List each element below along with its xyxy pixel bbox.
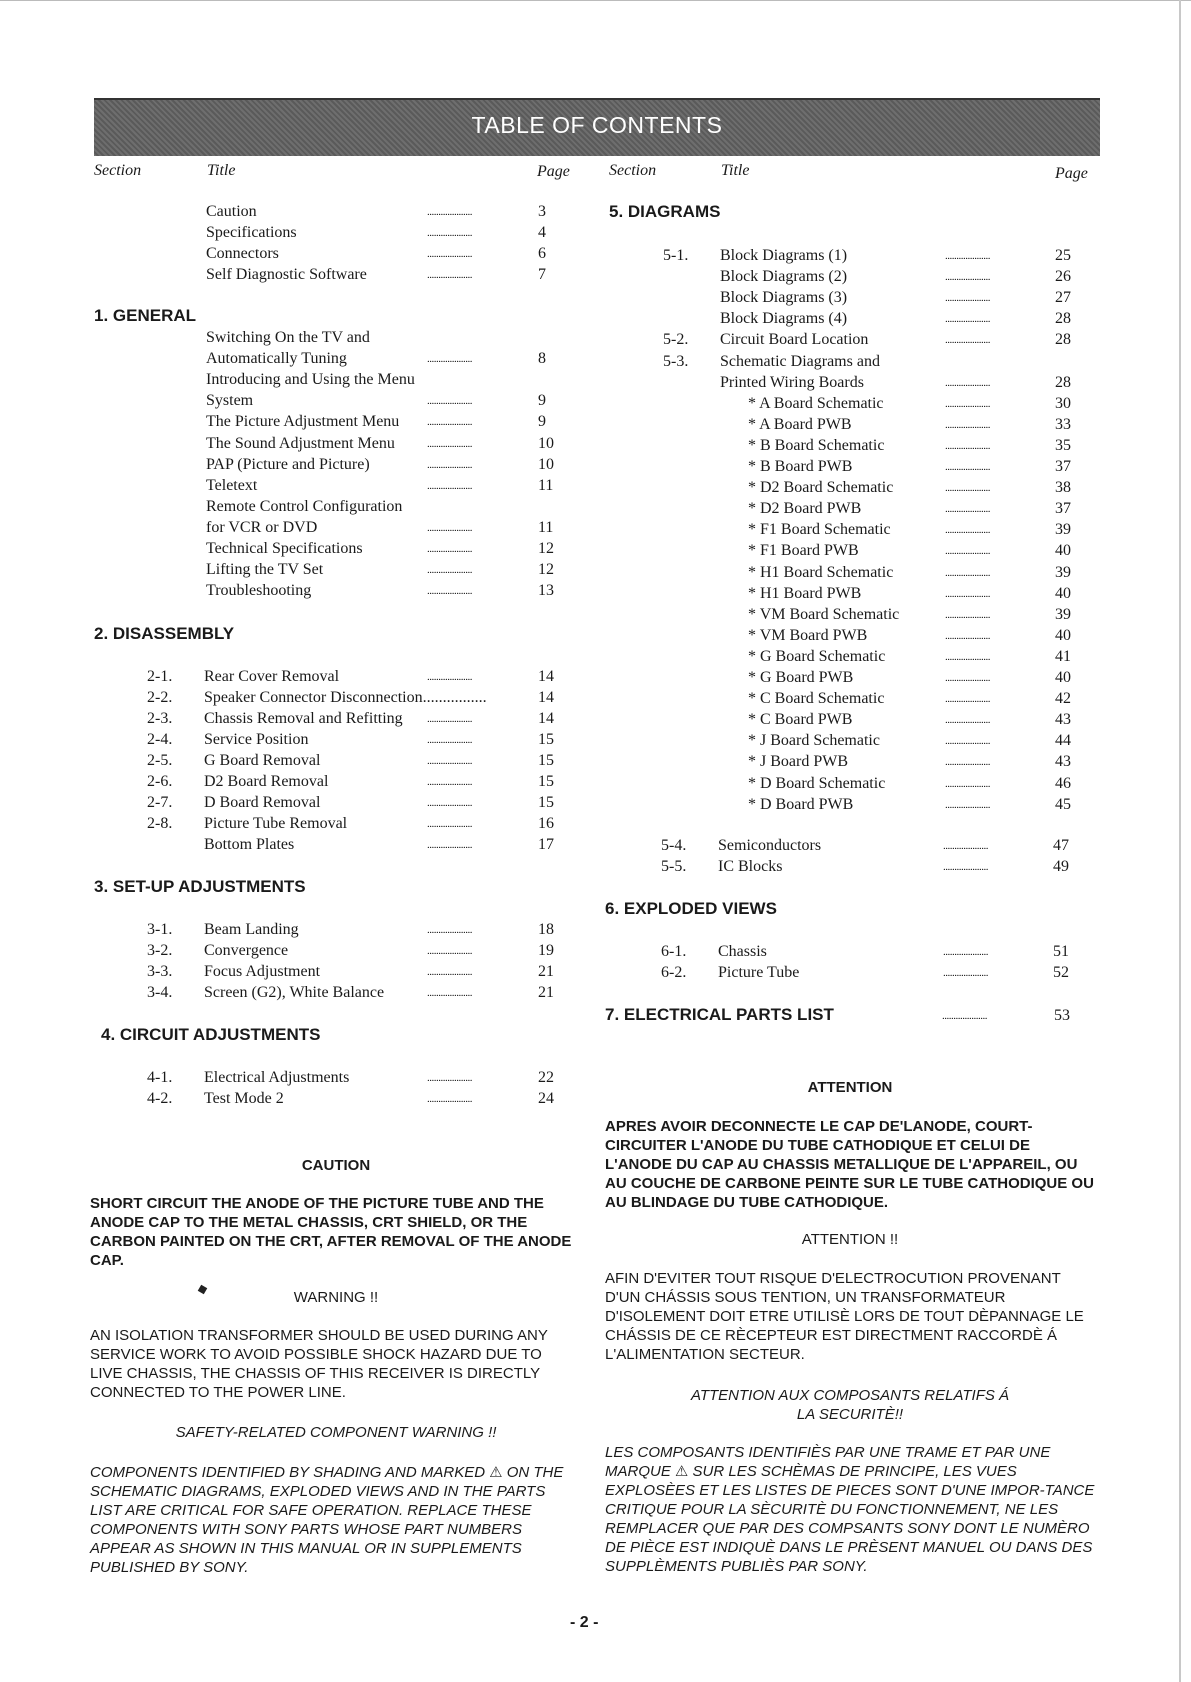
toc-entry: [603, 963, 1083, 983]
toc-entry: [94, 455, 574, 475]
toc-title: Self Diagnostic Software: [206, 266, 367, 283]
toc-title: * B Board PWB: [748, 458, 853, 475]
toc-page: 52: [1053, 964, 1069, 981]
leader-dots: ....................: [945, 376, 990, 389]
toc-title: * A Board Schematic: [748, 394, 884, 412]
toc-page: 15: [538, 752, 554, 769]
toc-page: 39: [1055, 521, 1071, 539]
toc-page: 40: [1055, 626, 1071, 644]
toc-title: Focus Adjustment: [204, 963, 321, 980]
toc-page: 47: [1053, 837, 1069, 854]
toc-entry: [94, 962, 574, 982]
toc-page: 6: [538, 245, 546, 262]
attention2-heading: ATTENTION !!: [801, 1231, 899, 1248]
toc-page: 41: [1055, 647, 1071, 665]
toc-number: 4-1.: [147, 1069, 173, 1086]
section-diagrams-heading: 5. DIAGRAMS: [609, 202, 721, 221]
leader-dots: ....................: [427, 776, 472, 788]
toc-entry: [605, 752, 1085, 772]
left-page-header: Page: [537, 163, 570, 180]
leader-dots: ....................: [427, 564, 472, 577]
toc-page: 9: [538, 392, 546, 410]
toc-title: Introducing and Using the Menu: [206, 371, 415, 389]
toc-page: 10: [538, 455, 554, 473]
toc-title: for VCR or DVD: [206, 518, 318, 536]
toc-page: 43: [1055, 753, 1071, 771]
toc-entry: [605, 626, 1085, 646]
toc-number: 5-4.: [661, 837, 687, 854]
toc-title: * D2 Board Schematic: [748, 479, 894, 497]
leader-dots: ....................: [427, 416, 472, 429]
leader-dots: ....................: [945, 503, 990, 516]
attention-text: APRES AVOIR DECONNECTE LE CAP DE'LANODE, COURT-CIRCUITER L'ANODE DU TUBE CATHODIQUE ET CELUI DE L'ANODE DU CAP AU CHASSIS METALLIQUE DE L'APPAREIL, OU AU COUCHE DE CARBONE PEINTE SUR LE TUBE CATHODIQUE OU AU BLINDAGE DU TUBE CATHODIQUE.: [605, 1118, 1094, 1211]
toc-page: 15: [538, 773, 554, 790]
toc-page: 37: [1055, 458, 1071, 475]
section-circuit-heading: 4. CIRCUIT ADJUSTMENTS: [101, 1025, 321, 1044]
right-title-header: Title: [721, 162, 750, 179]
toc-entry: [605, 436, 1085, 456]
toc-title: * H1 Board PWB: [748, 584, 862, 602]
toc-page: 14: [538, 689, 554, 706]
toc-entry: [605, 774, 1085, 794]
toc-page: 15: [538, 794, 554, 811]
leader-dots: ....................: [945, 313, 990, 326]
toc-title: System: [206, 392, 254, 410]
toc-title: Service Position: [204, 731, 309, 748]
toc-page: 33: [1055, 415, 1071, 433]
toc-page: 12: [538, 540, 554, 557]
leader-dots: ....................: [427, 585, 472, 598]
toc-title: Chassis: [718, 943, 767, 960]
toc-entry: [94, 202, 574, 222]
leader-dots: ....................: [943, 967, 988, 979]
toc-page: 28: [1055, 373, 1071, 391]
toc-number: 2-1.: [147, 668, 173, 685]
toc-page: 14: [538, 668, 554, 685]
top-rule: [0, 0, 1191, 1]
toc-entry: [94, 1089, 574, 1109]
toc-entry: [94, 412, 574, 432]
leader-dots: ....................: [945, 397, 990, 410]
toc-entry: [94, 518, 574, 538]
toc-page: 40: [1055, 669, 1071, 686]
leader-dots: ....................: [427, 671, 472, 683]
leader-dots: ....................: [945, 482, 990, 495]
toc-entry: [94, 391, 574, 411]
toc-title: Bottom Plates: [204, 836, 295, 853]
toc-title: Teletext: [206, 476, 258, 494]
leader-dots: ....................: [945, 735, 990, 748]
toc-title: * B Board Schematic: [748, 436, 885, 454]
toc-entry: [605, 647, 1085, 667]
toc-title: Picture Tube Removal: [204, 815, 348, 832]
toc-page: 37: [1055, 500, 1071, 518]
toc-title: * G Board Schematic: [748, 647, 886, 665]
toc-title: Caution: [206, 203, 257, 220]
toc-entry: [605, 352, 1085, 372]
toc-entry: [605, 499, 1085, 519]
leader-dots: ....................: [945, 524, 990, 537]
section-electrical-row: [605, 1006, 1075, 1026]
toc-entry: [94, 835, 574, 855]
toc-page: 22: [538, 1069, 554, 1086]
toc-number: 3-4.: [147, 984, 173, 1001]
toc-entry: [94, 751, 574, 771]
toc-entry: [94, 920, 574, 940]
toc-entry: [605, 288, 1085, 308]
toc-title: Remote Control Configuration: [206, 497, 403, 515]
toc-number: 2-4.: [147, 731, 173, 748]
leader-dots: ....................: [945, 629, 990, 642]
toc-page: 11: [538, 518, 554, 536]
leader-dots: ....................: [945, 777, 990, 790]
toc-number: 5-5.: [661, 858, 687, 875]
securite-text: LES COMPOSANTS IDENTIFIÈS PAR UNE TRAME ET PAR UNE MARQUE ⚠ SUR LES SCHÈMAS DE PRINCIPE, LES VUES EXPLOSÈES ET LES LISTES DE PIECES SONT D'UNE IMPOR-TANCE CRITIQUE POUR LA SÈCURITÈ DU FONCTIONNEMENT, NE LES REMPLACER QUE PAR DES COMPSANTS SONY DONT LE NUMÈRO DE PIÈCE EST INDIQUÈ DANS LE PRÈSENT MANUEL OU DANS DES SUPPLÈMENTS PUBLIÈS PAR SONY.: [605, 1444, 1095, 1575]
toc-title: Printed Wiring Boards: [720, 373, 864, 391]
toc-title: * J Board Schematic: [748, 732, 880, 750]
leader-dots: ....................: [427, 1072, 472, 1084]
toc-number: 3-2.: [147, 942, 173, 959]
toc-page: 13: [538, 582, 554, 600]
toc-page: 3: [538, 203, 546, 220]
toc-entry: [94, 223, 574, 243]
toc-title: The Picture Adjustment Menu: [206, 413, 400, 431]
toc-entry: [605, 415, 1085, 435]
leader-dots: ....................: [427, 479, 472, 492]
right-page-header: Page: [1055, 165, 1088, 182]
leader-dots: ....................: [943, 861, 988, 873]
toc-entry: [94, 560, 574, 580]
leader-dots: ....................: [945, 693, 990, 706]
toc-entry: [605, 605, 1085, 625]
leader-dots: ....................: [427, 1093, 472, 1105]
toc-title: D Board Removal: [204, 794, 321, 811]
toc-title: Convergence: [204, 942, 289, 959]
toc-entry: [605, 731, 1085, 751]
toc-entry: [94, 434, 574, 454]
attention-heading: ATTENTION: [807, 1079, 893, 1096]
leader-dots: ....................: [945, 334, 990, 347]
toc-page: 51: [1053, 943, 1069, 960]
securite-heading-line2: LA SECURITÈ!!: [796, 1406, 904, 1423]
leader-dots: ....................: [427, 543, 472, 555]
toc-number: 3-1.: [147, 921, 173, 938]
toc-page: 8: [538, 350, 546, 368]
leader-dots: ....................: [945, 587, 990, 600]
toc-page: 49: [1053, 858, 1069, 875]
toc-title: Screen (G2), White Balance: [204, 984, 385, 1001]
toc-title: D2 Board Removal: [204, 773, 329, 790]
toc-entry: [605, 457, 1085, 477]
toc-page: 11: [538, 476, 554, 494]
toc-page: 17: [538, 836, 554, 853]
toc-title: Block Diagrams (4): [720, 310, 848, 328]
toc-title: * A Board PWB: [748, 415, 852, 433]
page-title: TABLE OF CONTENTS: [471, 112, 723, 138]
toc-title: * H1 Board Schematic: [748, 563, 894, 581]
toc-title: * C Board PWB: [748, 711, 853, 729]
toc-entry: [94, 265, 574, 285]
toc-page: 25: [1055, 247, 1071, 264]
toc-page: 7: [538, 266, 546, 283]
toc-entry: [94, 983, 574, 1003]
toc-entry: [94, 349, 574, 369]
leader-dots: ....................: [945, 418, 990, 431]
leader-dots: ....................: [945, 439, 990, 452]
toc-entry: [94, 709, 574, 729]
section-setup-heading: 3. SET-UP ADJUSTMENTS: [94, 877, 306, 896]
toc-title: Electrical Adjustments: [204, 1069, 350, 1086]
toc-entry: [605, 373, 1085, 393]
warning-heading: WARNING !!: [293, 1289, 379, 1306]
toc-page: 21: [538, 984, 554, 1001]
toc-page: 16: [538, 815, 554, 832]
toc-entry: [94, 476, 574, 496]
toc-number: 5-1.: [663, 247, 689, 264]
toc-title: Beam Landing: [204, 921, 299, 938]
leader-dots: ....................: [945, 566, 990, 579]
toc-entry: [605, 267, 1085, 287]
toc-page: 30: [1055, 394, 1071, 412]
toc-entry: [605, 710, 1085, 730]
securite-heading-line1: ATTENTION AUX COMPOSANTS RELATIFS Á: [690, 1387, 1010, 1404]
toc-number: 6-2.: [661, 964, 687, 981]
toc-page: 42: [1055, 690, 1071, 708]
leader-dots: ....................: [427, 797, 472, 809]
leader-dots: ....................: [945, 798, 990, 811]
toc-title: Semiconductors: [718, 837, 822, 854]
safety-text: COMPONENTS IDENTIFIED BY SHADING AND MARKED ⚠ ON THE SCHEMATIC DIAGRAMS, EXPLODED VIEWS AND IN THE PARTS LIST ARE CRITICAL FOR SAFE OPERATION. REPLACE THESE COMPONENTS WITH SONY PARTS WHOSE PART NUMBERS APPEAR AS SHOWN IN THIS MANUAL OR IN SUPPLEMENTS PUBLISHED BY SONY.: [90, 1464, 564, 1576]
toc-title: * D Board PWB: [748, 795, 854, 813]
left-section-header: Section: [94, 162, 142, 179]
toc-page: 14: [538, 710, 554, 727]
toc-entry: [605, 563, 1085, 583]
toc-entry: [605, 478, 1085, 498]
toc-title: Block Diagrams (1): [720, 247, 848, 264]
leader-dots: ....................: [427, 458, 472, 471]
toc-number: 2-8.: [147, 815, 173, 832]
toc-title: * G Board PWB: [748, 669, 854, 686]
toc-page: 12: [538, 561, 554, 579]
toc-title: * F1 Board Schematic: [748, 521, 891, 539]
toc-entry: [605, 584, 1085, 604]
toc-title: Schematic Diagrams and: [720, 352, 880, 370]
toc-entry: [94, 370, 574, 390]
toc-page: 21: [538, 963, 554, 980]
toc-page: 18: [538, 921, 554, 938]
leader-dots: ....................: [945, 672, 990, 684]
toc-entry: [605, 541, 1085, 561]
toc-title: * VM Board PWB: [748, 626, 868, 644]
leader-dots: ....................: [945, 714, 990, 727]
leader-dots: ....................: [427, 248, 472, 260]
toc-title: Specifications: [206, 224, 297, 241]
leader-dots: ....................: [427, 437, 472, 450]
toc-entry: [94, 941, 574, 961]
toc-page: 53: [1054, 1007, 1070, 1024]
toc-entry: [94, 328, 574, 348]
toc-page: 38: [1055, 479, 1071, 497]
leader-dots: ....................: [427, 987, 472, 999]
toc-title: Lifting the TV Set: [206, 561, 324, 579]
toc-page: 19: [538, 942, 554, 959]
leader-dots: ....................: [427, 924, 472, 936]
toc-entry: [94, 244, 574, 264]
toc-number: 2-2.: [147, 689, 173, 706]
toc-page: 24: [538, 1090, 554, 1107]
caution-text: SHORT CIRCUIT THE ANODE OF THE PICTURE TUBE AND THE ANODE CAP TO THE METAL CHASSIS, CRT SHIELD, OR THE CARBON PAINTED ON THE CRT, AFTER REMOVAL OF THE ANODE CAP.: [90, 1195, 572, 1269]
leader-dots: ....................: [427, 395, 472, 408]
toc-title: Block Diagrams (2): [720, 268, 848, 286]
toc-number: 2-3.: [147, 710, 173, 727]
toc-title: Switching On the TV and: [206, 329, 370, 346]
leader-dots: ....................: [427, 269, 472, 281]
toc-number: 5-2.: [663, 331, 689, 349]
attention2-text: AFIN D'EVITER TOUT RISQUE D'ELECTROCUTION PROVENANT D'UN CHÁSSIS SOUS TENTION, UN TRANSFORMATEUR D'ISOLEMENT DOIT ETRE UTILISÈ LORS DE TOUT DÈPANNAGE LE CHÁSSIS DE CE RÈCEPTEUR EST DIRECTMENT RACCORDÈ Á L'ALIMENTATION SECTEUR.: [605, 1270, 1084, 1363]
leader-dots: ....................: [945, 545, 990, 558]
toc-title: Rear Cover Removal: [204, 668, 340, 685]
leader-dots: ....................: [945, 461, 990, 473]
toc-title: Technical Specifications: [206, 540, 363, 557]
toc-entry: [94, 814, 574, 834]
toc-entry: [94, 772, 574, 792]
toc-title: * D Board Schematic: [748, 774, 886, 792]
toc-page: 28: [1055, 310, 1071, 328]
toc-entry: [94, 539, 574, 559]
safety-heading: SAFETY-RELATED COMPONENT WARNING !!: [175, 1424, 497, 1441]
toc-title: Troubleshooting: [206, 582, 312, 600]
toc-page: 39: [1055, 563, 1071, 581]
toc-title: * F1 Board PWB: [748, 542, 859, 560]
toc-entry: [94, 667, 574, 687]
toc-number: 3-3.: [147, 963, 173, 980]
toc-entry: [605, 246, 1085, 266]
toc-page: 44: [1055, 732, 1071, 750]
toc-page: 9: [538, 413, 546, 431]
leader-dots: ....................: [943, 946, 988, 958]
toc-title: Connectors: [206, 245, 279, 262]
leader-dots: ....................: [427, 734, 472, 746]
toc-entry: [603, 942, 1083, 962]
toc-title: G Board Removal: [204, 752, 321, 769]
toc-title: Circuit Board Location: [720, 331, 869, 349]
toc-page: 4: [538, 224, 546, 241]
toc-title: Block Diagrams (3): [720, 289, 848, 307]
section-electrical-heading: 7. ELECTRICAL PARTS LIST: [605, 1005, 834, 1024]
title-banner: [94, 98, 1100, 156]
toc-page: 10: [538, 434, 554, 452]
toc-entry: [603, 836, 1083, 856]
toc-title: * D2 Board PWB: [748, 500, 862, 518]
right-section-header: Section: [609, 162, 657, 179]
toc-page: 27: [1055, 289, 1071, 307]
leader-dots: ....................: [427, 206, 472, 218]
leader-dots: ....................: [427, 818, 472, 830]
toc-title: * J Board PWB: [748, 753, 848, 771]
toc-title: * VM Board Schematic: [748, 605, 900, 623]
leader-dots: ....................: [427, 227, 472, 239]
toc-title: IC Blocks: [718, 858, 783, 875]
toc-entry: [94, 497, 574, 517]
left-title-header: Title: [207, 162, 236, 179]
section-general-heading: 1. GENERAL: [94, 306, 197, 325]
toc-title: Automatically Tuning: [206, 350, 347, 368]
toc-title: Chassis Removal and Refitting: [204, 710, 403, 727]
toc-number: 2-5.: [147, 752, 173, 769]
toc-entry: [605, 668, 1085, 688]
leader-dots: ....................: [945, 608, 990, 621]
leader-dots: ....................: [945, 292, 990, 305]
page-number: - 2 -: [570, 1614, 599, 1631]
leader-dots: ....................: [945, 756, 990, 769]
leader-dots: ....................: [427, 353, 472, 366]
page-edge: [1179, 0, 1181, 1682]
section-disassembly-heading: 2. DISASSEMBLY: [94, 624, 235, 643]
toc-page: 40: [1055, 584, 1071, 602]
toc-entry: [605, 795, 1085, 815]
toc-page: 43: [1055, 711, 1071, 729]
toc-title: The Sound Adjustment Menu: [206, 434, 395, 452]
toc-title: Speaker Connector Disconnection................: [204, 689, 487, 706]
toc-page: 26: [1055, 268, 1071, 286]
toc-entry: [94, 730, 574, 750]
toc-entry: [605, 689, 1085, 709]
leader-dots: ....................: [945, 650, 990, 663]
caution-heading: CAUTION: [301, 1157, 371, 1174]
toc-page: 45: [1055, 795, 1071, 813]
toc-entry: [605, 330, 1085, 350]
section-exploded-heading: 6. EXPLODED VIEWS: [605, 899, 777, 918]
toc-number: 2-6.: [147, 773, 173, 790]
toc-entry: [94, 1068, 574, 1088]
leader-dots: ....................: [942, 1010, 987, 1022]
toc-page: 15: [538, 731, 554, 748]
toc-number: 2-7.: [147, 794, 173, 811]
toc-entry: [605, 520, 1085, 540]
toc-page: 40: [1055, 542, 1071, 560]
toc-title: Picture Tube: [718, 964, 800, 981]
toc-number: 6-1.: [661, 943, 687, 960]
leader-dots: ....................: [427, 755, 472, 767]
toc-page: 39: [1055, 605, 1071, 623]
warning-text: AN ISOLATION TRANSFORMER SHOULD BE USED DURING ANY SERVICE WORK TO AVOID POSSIBLE SHOCK HAZARD DUE TO LIVE CHASSIS, THE CHASSIS OF THIS RECEIVER IS DIRECTLY CONNECTED TO THE POWER LINE.: [90, 1327, 548, 1401]
toc-entry: [94, 581, 574, 601]
toc-number: 4-2.: [147, 1090, 173, 1107]
toc-entry: [603, 857, 1083, 877]
leader-dots: ....................: [945, 250, 990, 262]
toc-title: * C Board Schematic: [748, 690, 885, 708]
leader-dots: ....................: [943, 840, 988, 852]
toc-page: 28: [1055, 331, 1071, 349]
toc-entry: [94, 688, 574, 708]
leader-dots: ....................: [945, 271, 990, 284]
leader-dots: ....................: [427, 966, 472, 978]
leader-dots: ....................: [427, 521, 472, 534]
toc-entry: [605, 309, 1085, 329]
leader-dots: ....................: [427, 945, 472, 957]
toc-entry: [94, 793, 574, 813]
leader-dots: ....................: [427, 839, 472, 851]
toc-entry: [605, 394, 1085, 414]
toc-title: Test Mode 2: [204, 1090, 284, 1107]
toc-number: 5-3.: [663, 352, 689, 370]
toc-title: PAP (Picture and Picture): [206, 455, 370, 473]
toc-page: 35: [1055, 436, 1071, 454]
toc-page: 46: [1055, 774, 1071, 792]
securite-heading: [605, 1386, 1095, 1424]
leader-dots: ....................: [427, 713, 472, 725]
